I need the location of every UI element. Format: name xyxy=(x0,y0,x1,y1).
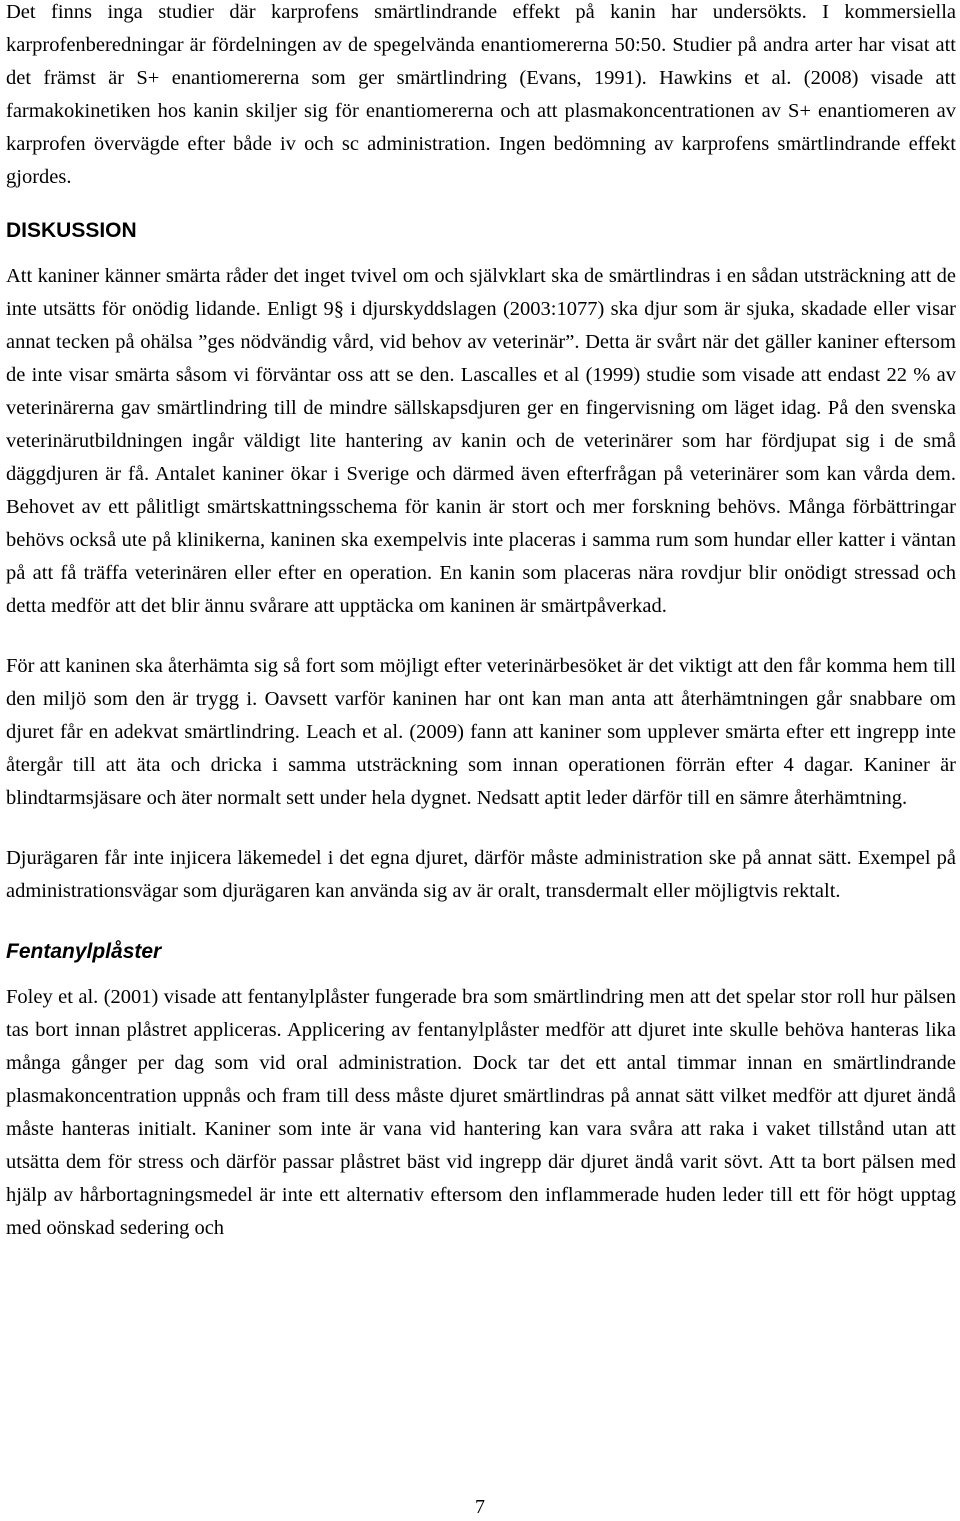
paragraph-diskussion-intro: Att kaniner känner smärta råder det inget tvivel om och självklart ska de smärtlindras i en sådan utsträckning att de inte utsätts för onödig lidande. Enligt 9§ i djurskyddslagen (2003:1077) ska djur som är sjuka, skadade eller visar annat tecken på ohälsa ”ges nödvändig vård, vid behov av veterinär”. Detta är svårt när det gäller kaniner eftersom de inte visar smärta såsom vi förväntar oss att se den. Lascalles et al (1999) studie som visade att endast 22 % av veterinärerna gav smärtlindring till de mindre sällskapsdjuren ger en fingervisning om läget idag. På den svenska veterinärutbildningen ingår väldigt lite hantering av kanin och de veterinärer som har fördjupat sig i de små däggdjuren är få. Antalet kaniner ökar i Sverige och därmed även efterfrågan på veterinärer som kan vårda dem. Behovet av ett pålitligt smärtskattningsschema för kanin är stort och mer forskning behövs. Många förbättringar behövs också ute på klinikerna, kaninen ska exempelvis inte placeras i samma rum som hundar eller katter i väntan på att få träffa veterinären eller efter en operation. En kanin som placeras nära rovdjur blir onödigt stressad och detta medför att det blir ännu svårare att upptäcka om kaninen är smärtpåverkad. xyxy=(6,265,956,617)
paragraph-administration: Djurägaren får inte injicera läkemedel i det egna djuret, därför måste administration ske på annat sätt. Exempel på administrationsvägar som djurägaren kan använda sig av är oralt, transdermalt eller möjligtvis rektalt. xyxy=(6,847,956,902)
subsection-heading-fentanylplaster: Fentanylplåster xyxy=(6,940,162,963)
document-page xyxy=(6,0,956,1245)
page-number: 7 xyxy=(475,1496,485,1518)
paragraph-fentanylplaster: Foley et al. (2001) visade att fentanylplåster fungerade bra som smärtlindring men att det spelar stor roll hur pälsen tas bort innan plåstret appliceras. Applicering av fentanylplåster medför att djuret inte skulle behöva hanteras lika många gånger per dag som vid oral administration. Dock tar det ett antal timmar innan en smärtlindrande plasmakoncentration uppnås och fram till dess måste djuret smärtlindras på annat sätt vilket medför att djuret ändå måste hanteras initialt. Kaniner som inte är vana vid hantering kan vara svåra att raka i vaket tillstånd utan att utsätta dem för stress och därför passar plåstret bäst vid ingrepp där djuret ändå varit sövt. Att ta bort pälsen med hjälp av hårbortagningsmedel är inte ett alternativ eftersom den inflammerade huden leder till ett för högt upptag med oönskad sedering och xyxy=(6,986,956,1239)
paragraph-karprofen: Det finns inga studier där karprofens smärtlindrande effekt på kanin har undersökts. I kommersiella karprofenberedningar är fördelningen av de spegelvända enantiomererna 50:50. Studier på andra arter har visat att det främst är S+ enantiomererna som ger smärtlindring (Evans, 1991). Hawkins et al. (2008) visade att farmakokinetiken hos kanin skiljer sig för enantiomererna och att plasmakoncentrationen av S+ enantiomeren av karprofen övervägde efter både iv och sc administration. Ingen bedömning av karprofens smärtlindrande effekt gjordes. xyxy=(6,1,956,188)
paragraph-aterhamtning: För att kaninen ska återhämta sig så fort som möjligt efter veterinärbesöket är det viktigt att den får komma hem till den miljö som den är trygg i. Oavsett varför kaninen har ont kan man anta att återhämtningen går snabbare om djuret får en adekvat smärtlindring. Leach et al. (2009) fann att kaniner som upplever smärta efter ett ingrepp inte återgår till att äta och dricka i samma utsträckning som innan operationen förrän efter 4 dagar. Kaniner är blindtarmsjäsare och äter normalt sett under hela dygnet. Nedsatt aptit leder därför till en sämre återhämtning. xyxy=(6,655,956,809)
section-heading-diskussion: DISKUSSION xyxy=(6,219,137,242)
